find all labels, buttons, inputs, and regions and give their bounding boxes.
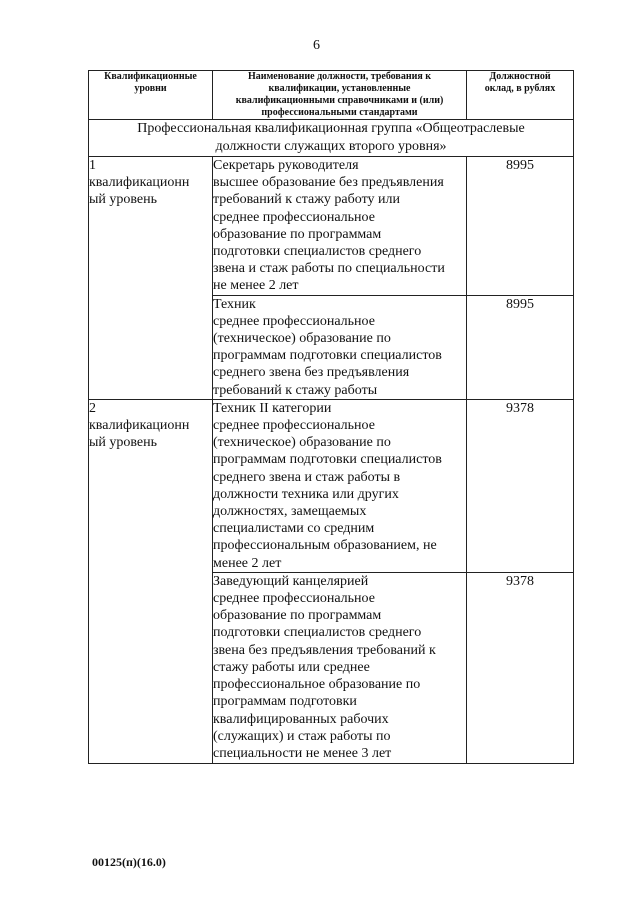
qualification-level-1: 1 квалификационн ый уровень: [89, 157, 213, 400]
header-salary: Должностной оклад, в рублях: [467, 71, 574, 120]
header-qualification-levels: Квалификационные уровни: [89, 71, 213, 120]
group-title-row: [89, 120, 574, 157]
header-position-requirements: Наименование должности, требования к квалификации, установленные квалификационными справочниками и (или) профессиональными стандартами: [213, 71, 467, 120]
salary-value: 9378: [467, 399, 574, 572]
salary-value: 8995: [467, 157, 574, 296]
salary-value: 8995: [467, 295, 574, 399]
position-description: Техник среднее профессиональное (техническое) образование по программам подготовки специалистов среднего звена без предъявления требований к стажу работы: [213, 295, 467, 399]
table-header-row: [89, 71, 574, 120]
salary-value: 9378: [467, 572, 574, 763]
table-row: [89, 157, 574, 296]
professional-group-title: Профессиональная квалификационная группа «Общеотраслевые должности служащих второго уровня»: [89, 120, 574, 157]
position-description: Техник II категории среднее профессиональное (техническое) образование по программам подготовки специалистов среднего звена и стаж работы в должности техника или других должностях, замещаемых специалистами со средним профессиональным образованием, не менее 2 лет: [213, 399, 467, 572]
page-number: 6: [313, 38, 320, 53]
qualification-table: [88, 70, 574, 764]
position-description: Секретарь руководителя высшее образование без предъявления требований к стажу работу или среднее профессиональное образование по программам подготовки специалистов среднего звена и стаж работы по специальности не менее 2 лет: [213, 157, 467, 296]
qualification-level-2: 2 квалификационн ый уровень: [89, 399, 213, 763]
table-row: [89, 399, 574, 572]
position-description: Заведующий канцелярией среднее профессиональное образование по программам подготовки специалистов среднего звена без предъявления требований к стажу работы или среднее профессиональное образование по программам подготовки квалифицированных рабочих (служащих) и стаж работы по специальности не менее 3 лет: [213, 572, 467, 763]
document-code: 00125(п)(16.0): [92, 855, 166, 869]
